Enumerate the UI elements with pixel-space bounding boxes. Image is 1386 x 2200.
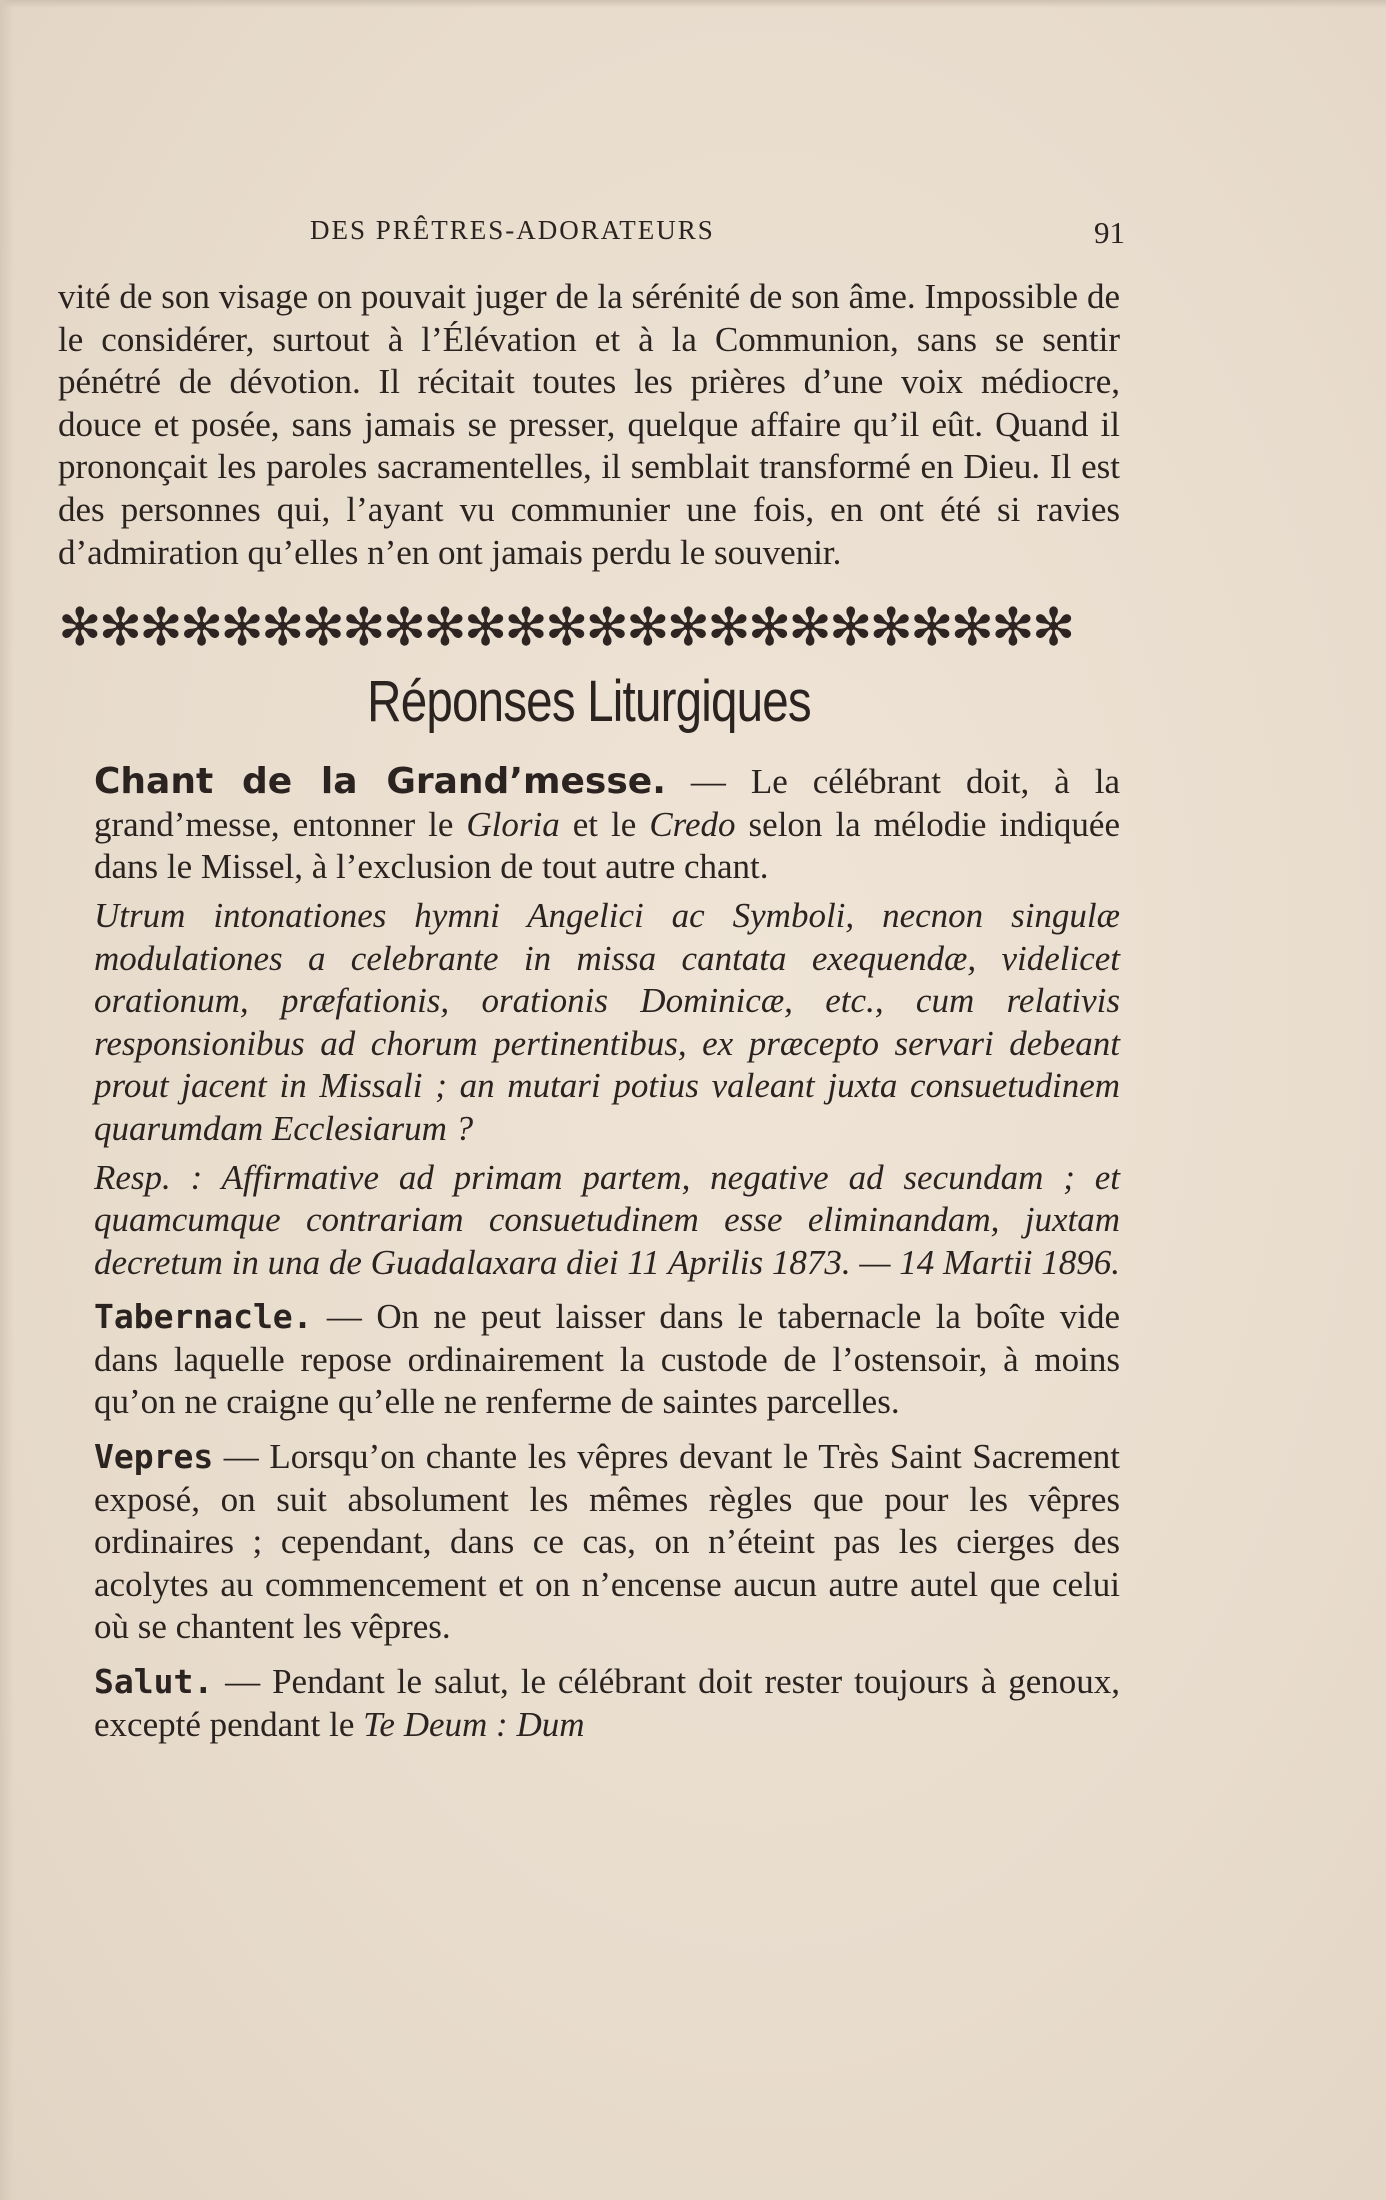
latin-question: Utrum intonationes hymni Angelici ac Symboli, necnon singulæ modulationes a celebrante in missa cantata exequendæ, videlicet orationum, præfationis, orationis Dominicæ, etc., cum relativis responsionibus ad chorum pertinentibus, ex præcepto servari debeant prout jacent in Missali ; an mutari potius valeant juxta consuetudinem quarumdam Ecclesiarum ? (94, 895, 1120, 1148)
section-title: Réponses Liturgiques (367, 669, 811, 735)
chant-paragraph (58, 761, 1120, 889)
tabernacle-heading: Tabernacle. (94, 1297, 313, 1337)
vepres-heading: Vepres (94, 1437, 214, 1477)
page-number: 91 (1094, 215, 1125, 250)
te-deum-words: Te Deum : Dum (363, 1704, 585, 1744)
chant-text-3: selon la mélodie indiquée dans le Missel, à l’exclusion de tout autre chant. (94, 804, 1120, 887)
vepres-text: — Lorsqu’on chante les vêpres devant le Très Saint Sacrement exposé, on suit absolument les mêmes règles que pour les vêpres ordinaires ; cependant, dans ce cas, on n’éteint pas les cierges des acolytes au commencement et on n’encense aucun autre autel que celui où se chantent les vêpres. (94, 1437, 1120, 1647)
intro-paragraph: vité de son visage on pouvait juger de la sérénité de son âme. Impossible de le considérer, surtout à l’Élévation et à la Communion, sans se sentir pénétré de dévotion. Il récitait toutes les prières d’une voix médiocre, douce et posée, sans jamais se presser, quelque affaire qu’il eût. Quand il prononçait les paroles sacramentelles, il semblait transformé en Dieu. Il est des personnes qui, l’ayant vu communier une fois, en ont été si ravies d’admiration qu’elles n’en ont jamais perdu le souvenir. (58, 277, 1120, 572)
tabernacle-text: — On ne peut laisser dans le tabernacle la boîte vide dans laquelle repose ordinairement la custode de l’ostensoir, à moins qu’on ne craigne qu’elle ne renferme de saintes parcelles. (94, 1297, 1120, 1422)
credo-word: Credo (649, 804, 736, 844)
chant-text-2: et le (559, 804, 650, 844)
chant-text-1: — Le célébrant doit, à la grand’messe, entonner le (94, 762, 1120, 844)
text-block (58, 276, 1120, 1746)
chant-heading: Chant de la Grand’messe. (94, 761, 666, 803)
response-text: : Affirmative ad primam partem, negative ad secundam ; et quamcumque contrariam consuetudinem esse eliminandam, juxtam decretum in una de Guadalaxara diei 11 Aprilis 1873. — 14 Martii 1896. (94, 1157, 1120, 1282)
tabernacle-paragraph (58, 1296, 1120, 1424)
page-top-edge (0, 0, 1386, 8)
salut-paragraph (58, 1661, 1120, 1746)
response-label: Resp. (94, 1157, 171, 1197)
salut-text: — Pendant le salut, le célébrant doit rester toujours à genoux, excepté pendant le (94, 1662, 1120, 1744)
ornamental-divider: ✻✻✻✻✻✻✻✻✻✻✻✻✻✻✻✻✻✻✻✻✻✻✻✻✻ (58, 598, 1073, 659)
vepres-paragraph (58, 1436, 1120, 1649)
latin-response (58, 1157, 1120, 1285)
salut-heading: Salut. (94, 1662, 214, 1702)
page-header (310, 215, 1125, 255)
page-left-edge (0, 0, 14, 2200)
gloria-word: Gloria (466, 804, 560, 844)
running-head: DES PRÊTRES-ADORATEURS (310, 215, 715, 245)
